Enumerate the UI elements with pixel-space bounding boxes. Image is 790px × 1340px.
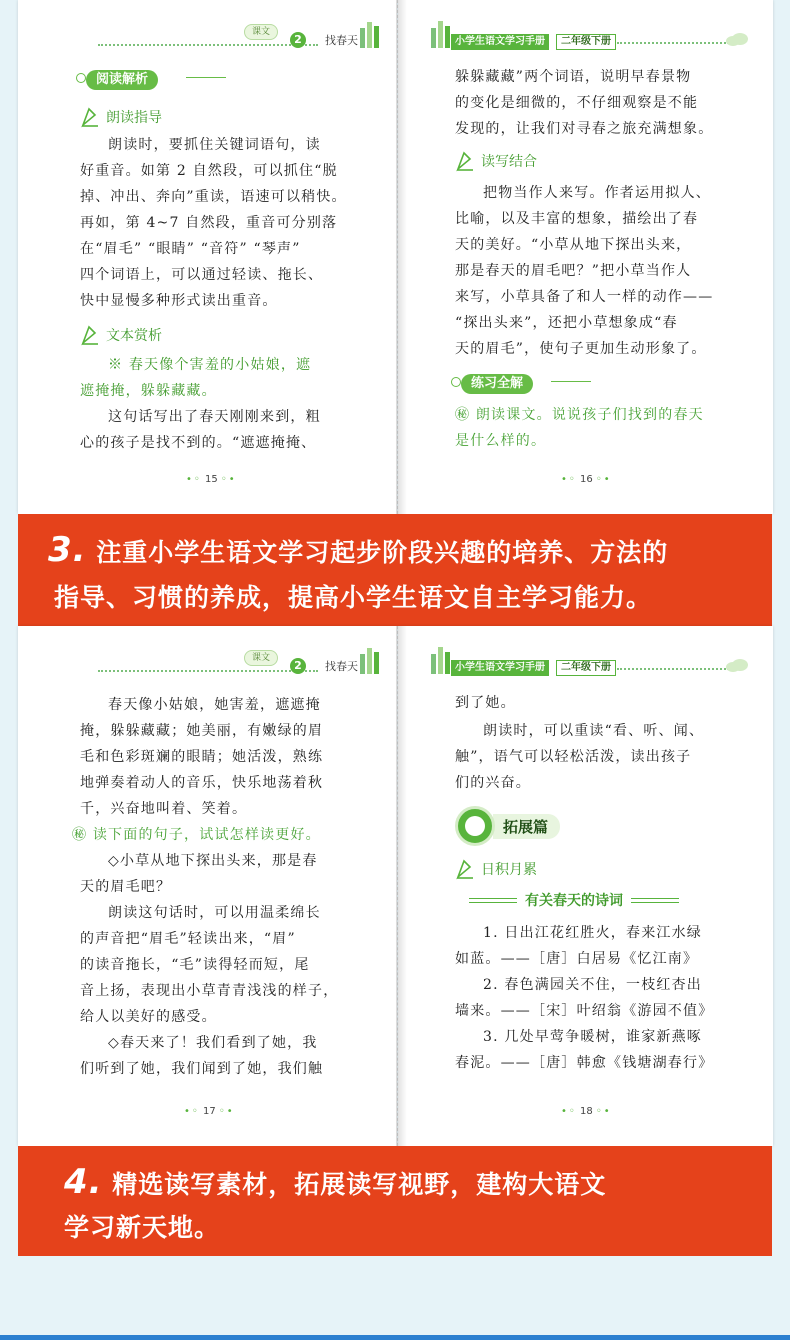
feature-banner-3 [18, 514, 772, 626]
grade-label: 二年级下册 [556, 660, 616, 676]
extension-badge: 拓展篇 [455, 806, 560, 846]
feature-banner-4 [18, 1146, 772, 1256]
lesson-title: 找春天 [325, 660, 358, 673]
read-aloud-text: 朗读时，可以重读“看、听、闻、 触”，语气可以轻松活泼，读出孩子 们的兴奋。 [455, 723, 705, 791]
page-16 [398, 0, 773, 514]
header-tag: 课文 [244, 24, 278, 40]
lesson-number: 2 [290, 658, 306, 674]
subhead-text-appreciation: 文本赏析 [80, 324, 162, 346]
banner-line-1: 注重小学生语文学习起步阶段兴趣的培养、方法的 [96, 538, 669, 567]
page-header [429, 18, 749, 52]
page-number: •◦ 16 ◦• [561, 474, 612, 485]
lesson-number: 2 [290, 32, 306, 48]
grade-label: 二年级下册 [556, 34, 616, 50]
bottom-accent-bar [0, 1335, 790, 1340]
reading-guide-text: 朗读时，要抓住关键词语句，读 好重音。如第 2 自然段，可以抓住“脱 掉、冲出、奔向”重读，语速可以稍快。 再如，第 4~7 自然段，重音可分别落 在“眉毛” “眼睛” “音符” “琴声” 四个词语上，可以通过轻读、拖长、 快中显慢多种形式读出重音。 [80, 137, 347, 309]
pencil-deco-icon [358, 646, 384, 676]
banner-line-2: 学习新天地。 [64, 1213, 221, 1242]
cloud-icon [725, 658, 749, 672]
quote-text: ※ 春天像个害羞的小姑娘，遮 遮掩掩，躲躲藏藏。 [80, 357, 312, 399]
continued-text: 躲躲藏藏”两个词语，说明早春景物 的变化是细微的，不仔细观察是不能 发现的，让我们对寻春之旅充满想象。 [455, 69, 714, 137]
leaf-pencil-icon [455, 858, 475, 880]
leaf-pencil-icon [455, 150, 475, 172]
section-exercise: 练习全解 [461, 372, 533, 394]
banner-number: 4. [64, 1162, 103, 1202]
cloud-icon [725, 32, 749, 46]
banner-line-1: 精选读写素材，拓展读写视野，建构大语文 [112, 1170, 607, 1199]
globe-icon [455, 806, 495, 846]
page-header [78, 20, 388, 50]
reading-explanation: 朗读这句话时，可以用温柔绵长 的声音把“眉毛”轻读出来，“眉” 的读音拖长，“毛”读得轻而短，尾 音上扬，表现出小草青青浅浅的样子， 给人以美好的感受。 [80, 905, 339, 1025]
page-number: •◦ 17 ◦• [184, 1106, 235, 1117]
sentence-item-2: ◇春天来了！我们看到了她，我 们听到了她，我们闻到了她，我们触 [80, 1035, 324, 1077]
read-write-text: 把物当作人来写。作者运用拟人、 比喻，以及丰富的想象，描绘出了春 天的美好。“小草从地下探出头来， 那是春天的眉毛吧？”把小草当作人 来写，小草具备了和人一样的动作—— “探出头来”，还把小草想象成“春 天的眉毛”，使句子更加生动形象了。 [455, 185, 714, 357]
page-number: •◦ 15 ◦• [186, 474, 237, 485]
banner-line-2: 指导、习惯的养成，提高小学生语文自主学习能力。 [54, 583, 653, 612]
book-title: 小学生语文学习手册 [451, 660, 549, 676]
leaf-pencil-icon [80, 106, 100, 128]
section-reading-analysis: 阅读解析 [86, 68, 158, 90]
subhead-reading-guide: 朗读指导 [80, 106, 162, 128]
page-number: •◦ 18 ◦• [561, 1106, 612, 1117]
banner-number: 3. [48, 530, 87, 570]
appreciation-text: 这句话写出了春天刚刚来到，粗 心的孩子是找不到的。“遮遮掩掩、 [80, 409, 321, 451]
sentence-item-1: ◇小草从地下探出头来，那是春 天的眉毛吧？ [80, 853, 318, 895]
subhead-read-write: 读写结合 [455, 150, 537, 172]
subhead-daily-accumulation: 日积月累 [455, 858, 537, 880]
pencil-deco-icon [358, 20, 384, 50]
leaf-pencil-icon [80, 324, 100, 346]
exercise-text: ㊙ 读下面的句子，试试怎样读更好。 [72, 827, 321, 843]
continued-text: 到了她。 [455, 695, 516, 711]
exercise-text: ㊙ 朗读课文。说说孩子们找到的春天 是什么样的。 [455, 407, 704, 449]
lesson-title: 找春天 [325, 34, 358, 47]
book-title: 小学生语文学习手册 [451, 34, 549, 50]
page-header [78, 646, 388, 676]
page-15 [18, 0, 397, 514]
poem-list: 1. 日出江花红胜火，春来江水绿 如蓝。——［唐］白居易《忆江南》 2. 春色满园关不住，一枝红杏出 墙来。——［宋］叶绍翁《游园不值》 3. 几处早莺争暖树，谁家新燕啄 春泥。——［唐］韩愈《钱塘湖春行》 [455, 925, 714, 1071]
page-header [429, 644, 749, 678]
page-18 [398, 626, 773, 1146]
header-tag: 课文 [244, 650, 278, 666]
summary-text: 春天像小姑娘，她害羞，遮遮掩 掩，躲躲藏藏；她美丽，有嫩绿的眉 毛和色彩斑斓的眼睛；她活泼，熟练 地弹奏着动人的音乐，快乐地荡着秋 千，兴奋地叫着、笑着。 [80, 697, 324, 817]
poem-section-title: 有关春天的诗词 [469, 890, 679, 910]
page-17 [18, 626, 397, 1146]
